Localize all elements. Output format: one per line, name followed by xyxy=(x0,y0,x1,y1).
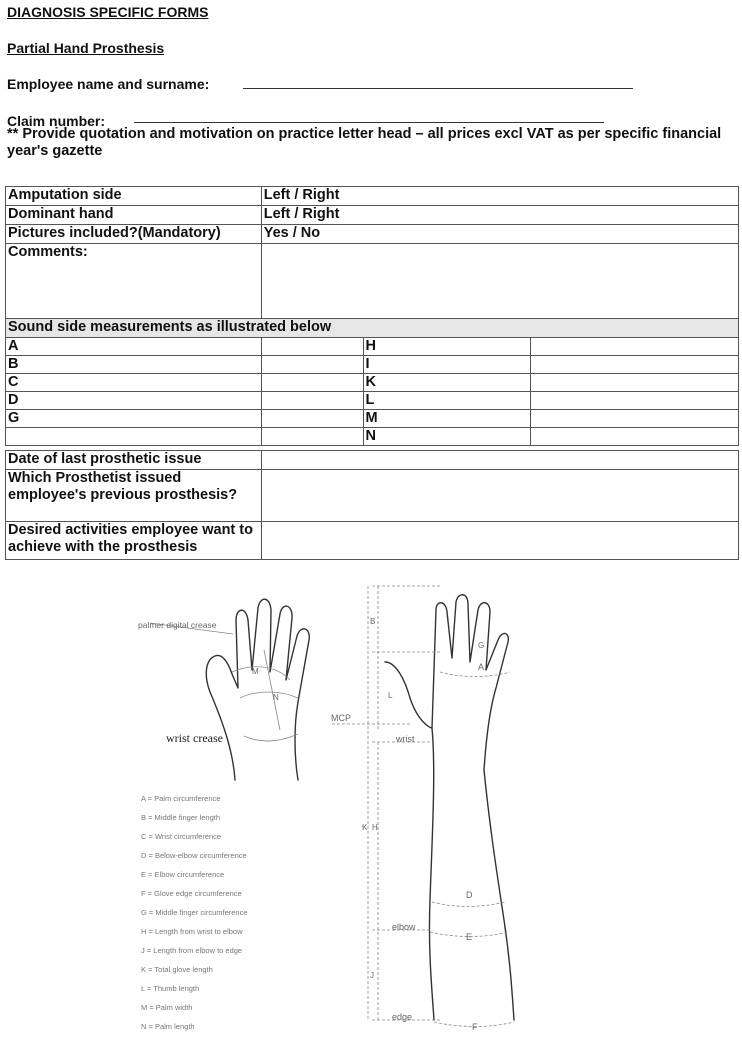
letter-m: M xyxy=(252,667,259,676)
measure-label-left: A xyxy=(6,338,262,356)
legend-item: J = Length from elbow to edge xyxy=(141,946,243,955)
prosthesis-info-table xyxy=(5,186,739,319)
dominant-hand-value[interactable]: Left / Right xyxy=(261,206,738,225)
measure-label-right: L xyxy=(363,392,531,410)
letter-k: K xyxy=(362,823,368,832)
measure-label-right: I xyxy=(363,356,531,374)
legend-item: M = Palm width xyxy=(141,1003,193,1012)
legend-item: F = Glove edge circumference xyxy=(141,889,242,898)
legend-item: H = Length from wrist to elbow xyxy=(141,927,243,936)
measure-value-left[interactable] xyxy=(261,338,363,356)
measure-value-right[interactable] xyxy=(531,356,739,374)
letter-g: G xyxy=(478,641,485,650)
letter-j: J xyxy=(370,971,374,980)
measurements-table xyxy=(5,318,739,446)
last-issue-date-field[interactable] xyxy=(261,451,738,470)
table-row xyxy=(6,392,739,410)
amputation-side-label: Amputation side xyxy=(6,187,262,206)
measure-value-right[interactable] xyxy=(531,338,739,356)
form-subheading: Partial Hand Prosthesis xyxy=(7,40,165,56)
legend-item: C = Wrist circumference xyxy=(141,832,222,841)
table-row xyxy=(6,410,739,428)
letter-l: L xyxy=(388,691,393,700)
wrist-label: wrist xyxy=(396,734,415,744)
letter-n: N xyxy=(273,693,279,702)
measurement-illustration xyxy=(0,580,742,1038)
legend-item: K = Total glove length xyxy=(141,965,213,974)
employee-name-field[interactable] xyxy=(243,88,633,89)
pictures-included-label: Pictures included?(Mandatory) xyxy=(6,225,262,244)
mcp-label: MCP xyxy=(331,713,351,723)
desired-activities-label: Desired activities employee want to achieve with the prosthesis xyxy=(6,522,262,560)
table-row xyxy=(6,244,739,319)
measure-value-left[interactable] xyxy=(261,428,363,446)
table-row xyxy=(6,428,739,446)
measure-value-left[interactable] xyxy=(261,374,363,392)
claim-number-field[interactable] xyxy=(134,122,604,123)
measurements-header: Sound side measurements as illustrated below xyxy=(6,319,739,338)
measure-value-left[interactable] xyxy=(261,356,363,374)
pictures-included-value[interactable]: Yes / No xyxy=(261,225,738,244)
claim-number-label: Claim number: xyxy=(7,113,106,129)
measure-label-right: N xyxy=(363,428,531,446)
measurement-legend xyxy=(141,794,248,1031)
table-row xyxy=(6,338,739,356)
letter-f: F xyxy=(472,1022,478,1032)
table-row xyxy=(6,522,739,560)
measure-value-right[interactable] xyxy=(531,410,739,428)
legend-item: A = Palm circumference xyxy=(141,794,221,803)
history-table xyxy=(5,450,739,560)
letter-e: E xyxy=(466,932,473,942)
measure-label-left: G xyxy=(6,410,262,428)
table-row xyxy=(6,187,739,206)
last-issue-date-label: Date of last prosthetic issue xyxy=(6,451,262,470)
desired-activities-field[interactable] xyxy=(261,522,738,560)
table-row xyxy=(6,451,739,470)
measure-label-left xyxy=(6,428,262,446)
letter-b: B xyxy=(370,617,376,626)
measure-label-left: C xyxy=(6,374,262,392)
legend-item: L = Thumb length xyxy=(141,984,200,993)
wrist-crease-label: wrist crease xyxy=(166,731,223,745)
comments-label: Comments: xyxy=(6,244,262,319)
measure-value-right[interactable] xyxy=(531,374,739,392)
quotation-note: ** Provide quotation and motivation on practice letter head – all prices excl VAT as per specific financial year's gazette xyxy=(7,126,722,159)
measure-label-left: D xyxy=(6,392,262,410)
measure-value-left[interactable] xyxy=(261,410,363,428)
measure-value-right[interactable] xyxy=(531,392,739,410)
amputation-side-value[interactable]: Left / Right xyxy=(261,187,738,206)
measure-label-right: K xyxy=(363,374,531,392)
edge-label: edge xyxy=(392,1012,413,1022)
arm-outline-right xyxy=(484,770,514,1020)
legend-item: B = Middle finger length xyxy=(141,813,221,822)
previous-prosthetist-label: Which Prosthetist issued employee's previous prosthesis? xyxy=(6,470,262,522)
table-row xyxy=(6,374,739,392)
legend-item: N = Palm length xyxy=(141,1022,195,1031)
legend-item: D = Below-elbow circumference xyxy=(141,851,247,860)
measure-label-right: M xyxy=(363,410,531,428)
measure-value-left[interactable] xyxy=(261,392,363,410)
arm-outline-left xyxy=(429,728,434,1020)
table-row xyxy=(6,470,739,522)
measure-label-right: H xyxy=(363,338,531,356)
employee-name-label: Employee name and surname: xyxy=(7,76,210,92)
legend-item: E = Elbow circumference xyxy=(141,870,225,879)
palmer-crease-label: palmer digital crease xyxy=(138,620,217,630)
letter-d: D xyxy=(466,890,473,900)
dominant-hand-label: Dominant hand xyxy=(6,206,262,225)
letter-h: H xyxy=(372,823,378,832)
left-hand-outline xyxy=(206,599,309,780)
measure-label-left: B xyxy=(6,356,262,374)
previous-prosthetist-field[interactable] xyxy=(261,470,738,522)
comments-field[interactable] xyxy=(261,244,738,319)
table-row xyxy=(6,356,739,374)
table-row xyxy=(6,206,739,225)
elbow-label: elbow xyxy=(392,922,416,932)
measure-value-right[interactable] xyxy=(531,428,739,446)
letter-a: A xyxy=(478,662,485,672)
legend-item: G = Middle finger circumference xyxy=(141,908,248,917)
document-heading: DIAGNOSIS SPECIFIC FORMS xyxy=(7,4,209,20)
table-row xyxy=(6,225,739,244)
